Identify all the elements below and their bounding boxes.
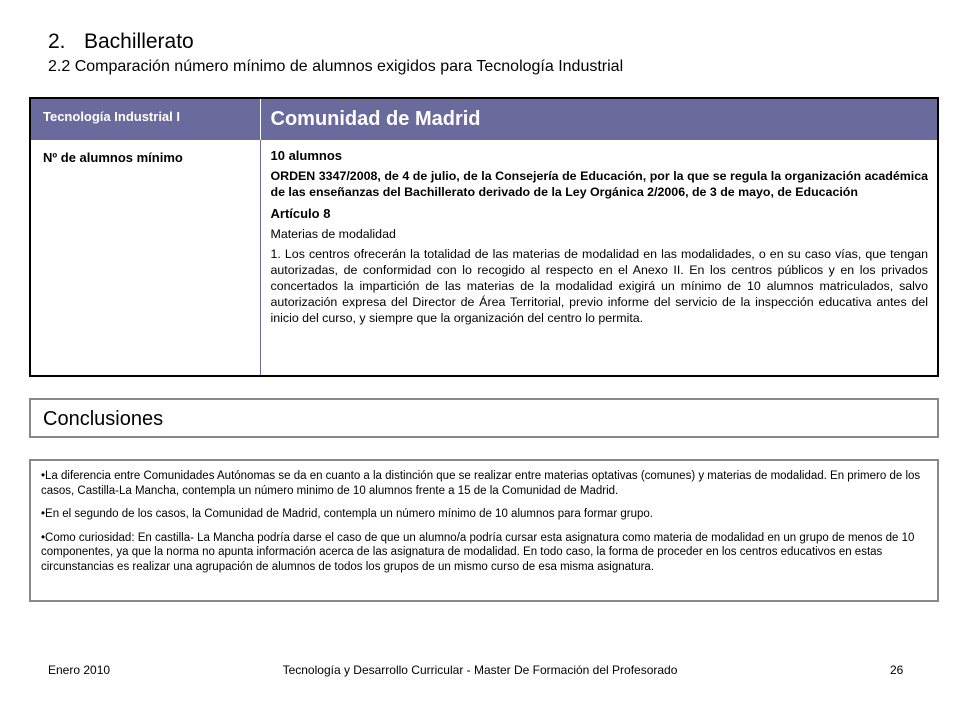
table-row — [30, 140, 938, 376]
table-header-region: Comunidad de Madrid — [270, 108, 481, 130]
article-paragraph: 1. Los centros ofrecerán la totalidad de las materias de modalidad en las modalidades, o en su caso vías, que tengan autorizadas, de conformidad con lo recogido al respecto en el Anexo II. En los centros públicos y en los privados concertados la impartición de las materias de la modalidad exigirá un mínimo de 10 alumnos matriculados, salvo autorización expresa del Director de Área Territorial, previo informe del servicio de la inspección educativa antes del inicio del curso, y siempre que la organización del centro lo permita. — [270, 247, 928, 325]
conclusions-list — [29, 459, 939, 602]
list-item: •Como curiosidad: En castilla- La Mancha podría darse el caso de que un alumno/a podría cursar esta asignatura como materia de modalidad en un grupo de menos de 10 componentes, ya que la norma no apunta información acerca de las asignatura de modalidad. En todo caso, la forma de proceder en los centros educativos en estas circunstancias es realizar una agrupación de alumnos de todos los grupos de un mismo curso de esa misma asignatura. — [41, 531, 915, 573]
table-header-row — [30, 98, 938, 140]
article-subtitle: Materias de modalidad — [270, 227, 396, 241]
conclusions-title: Conclusiones — [29, 398, 939, 438]
subsection-heading: 2.2 Comparación número mínimo de alumnos exigidos para Tecnología Industrial — [48, 58, 624, 75]
section-heading — [48, 30, 194, 54]
section-number: 2. — [48, 30, 66, 53]
comparison-table — [29, 97, 939, 377]
list-item: •La diferencia entre Comunidades Autónomas se da en cuanto a la distinción que se realizar entre materias optativas (comunes) y materias de modalidad. En primero de los casos, Castilla-La Mancha, contempla un número minimo de 10 alumnos frente a 15 de la Comunidad de Madrid. — [41, 470, 921, 497]
section-title: Bachillerato — [84, 30, 194, 53]
footer-title: Tecnología y Desarrollo Curricular - Master De Formación del Profesorado — [282, 663, 678, 677]
regulation-title: ORDEN 3347/2008, de 4 de julio, de la Consejería de Educación, por la que se regula la organización académica de las enseñanzas del Bachillerato derivado de la Ley Orgánica 2/2006, de 3 de mayo, de Educación — [270, 169, 928, 199]
table-header-subject: Tecnología Industrial I — [30, 98, 260, 140]
footer-date: Enero 2010 — [48, 663, 111, 677]
page-number: 26 — [890, 663, 904, 677]
article-heading: Artículo 8 — [270, 206, 331, 221]
row-content — [260, 140, 938, 376]
min-students-value: 10 alumnos — [270, 148, 343, 163]
list-item: •En el segundo de los casos, la Comunidad de Madrid, contempla un número mínimo de 10 alumnos para formar grupo. — [41, 508, 653, 520]
row-label-min-students: Nº de alumnos mínimo — [30, 140, 260, 376]
